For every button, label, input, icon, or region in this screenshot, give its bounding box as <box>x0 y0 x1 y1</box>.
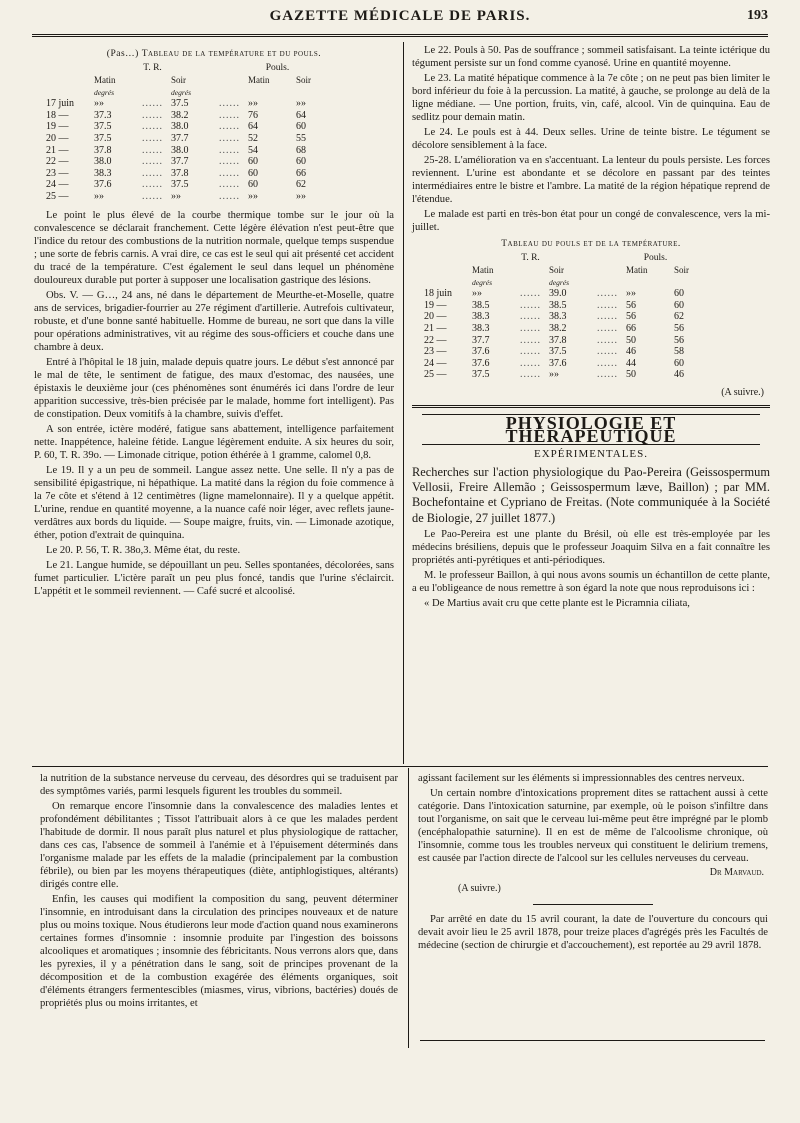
table-cell: 38.2 <box>171 109 189 121</box>
right-column <box>412 44 770 612</box>
table1-group-tr: T. R. <box>143 63 162 74</box>
leader-dots: ...... <box>219 144 240 156</box>
table-cell: 37.6 <box>472 357 490 369</box>
table-row <box>42 110 340 122</box>
lower-section-rule <box>32 766 768 767</box>
table-row <box>42 156 340 168</box>
table-cell: 24 — <box>424 357 447 369</box>
table-row <box>420 323 718 335</box>
paragraph: Le 19. Il y a un peu de sommeil. Langue assez nette. Une selle. Il n'y a pas de sensibilité épigastrique, ni hépathique. La matité dans la région du foie commence à la 7e côte et s'étend à 12 centimètres (ligne mamelonnaire). Il y a quelque appétit. L'urine, rendue en quantité moyenne, a la nuance café noir léger, avec reflets jaune-verdâtres aux bords du liquide. — Soupe maigre, fruits, vin. — Limonade azotique, éther, potion d'extrait de quinquina. <box>34 464 394 541</box>
table-cell: 64 <box>296 109 306 121</box>
table-cell: 56 <box>674 334 684 346</box>
leader-dots: ...... <box>142 109 163 121</box>
leader-dots: ...... <box>142 179 163 191</box>
table-row <box>420 288 718 300</box>
table-cell: 37.3 <box>94 109 112 121</box>
leader-dots: ...... <box>219 156 240 168</box>
table-cell: 23 — <box>46 167 69 179</box>
section-rule <box>412 405 770 408</box>
paragraph: M. le professeur Baillon, à qui nous avons soumis un échantillon de cette plante, a eu l'obligeance de nous remettre à son égard la note que nous reproduisons ici : <box>412 570 770 595</box>
section-subtitle: EXPÉRIMENTALES. <box>533 448 649 461</box>
table-cell: 37.6 <box>549 357 567 369</box>
table-cell: 60 <box>296 156 306 168</box>
table-cell: 17 juin <box>46 98 75 110</box>
leader-dots: ...... <box>597 311 618 323</box>
notice-paragraph: Par arrêté en date du 15 avril courant, la date de l'ouverture du concours qui devait avoir lieu le 25 avril 1878, pour treize places d'agrégés près les Facultés de médecine (section de chirurgie et d'accouchement), est reportée au 29 avril 1878. <box>418 913 768 951</box>
table-row <box>42 179 340 191</box>
leader-dots: ...... <box>520 357 541 369</box>
table-cell: »» <box>171 190 181 202</box>
leader-dots: ...... <box>520 322 541 334</box>
table-cell: 22 — <box>424 334 447 346</box>
table-cell: 37.7 <box>171 132 189 144</box>
leader-dots: ...... <box>520 369 541 381</box>
leader-dots: ...... <box>142 190 163 202</box>
article-title: Recherches sur l'action physiologique du Pao-Pereira (Geissospermum Vellosii, Freire Allemão ; Geissospermum læve, Baillon) ; par MM. Bochefontaine et Cypriano de Freitas. (Note communiquée à la Société de Biologie, 27 juillet 1877.) <box>412 464 770 525</box>
table-cell: 37.8 <box>94 144 112 156</box>
paragraph: 25-28. L'amélioration va en s'accentuant. La lenteur du pouls persiste. Les forces reviennent. L'urine est abondante et se décolore en passant par des teintes intermédiaires entre le bistre et l'ambre. La matité de la région hépatique reprend de l'étendue. <box>412 155 770 205</box>
table-cell: 54 <box>248 144 258 156</box>
table-cell: 37.5 <box>549 346 567 358</box>
leader-dots: ...... <box>142 132 163 144</box>
leader-dots: ...... <box>520 346 541 358</box>
table-cell: »» <box>248 190 258 202</box>
table2-title: Tableau du pouls et de la température. <box>501 239 681 249</box>
table-cell: 52 <box>248 132 258 144</box>
table-cell: 38.3 <box>472 322 490 334</box>
table-cell: 46 <box>626 346 636 358</box>
table-cell: 56 <box>674 322 684 334</box>
leader-dots: ...... <box>142 156 163 168</box>
table-row <box>42 98 340 110</box>
table-cell: 44 <box>626 357 636 369</box>
short-rule <box>533 904 653 905</box>
leader-dots: ...... <box>597 346 618 358</box>
table-cell: 62 <box>674 311 684 323</box>
page-number: 193 <box>747 8 768 23</box>
paragraph: Le Pao-Pereira est une plante du Brésil, où elle est très-employée par les médecins brésiliens, depuis que le professeur Joaquim Silva en a fait connaître les propriétés anti-pyrétiques et anti-périodiques. <box>412 529 770 567</box>
table-cell: 66 <box>296 167 306 179</box>
table-cell: 20 — <box>46 132 69 144</box>
table-cell: 21 — <box>46 144 69 156</box>
leader-dots: ...... <box>520 334 541 346</box>
paragraph: Le point le plus élevé de la courbe thermique tombe sur le jour où la convalescence se déclarait franchement. Cette légère élévation n'est peut-être que l'indice du retour des combustions de la nutrition normale, quelque temps suspendue ; une sorte de febris carnis. A vrai dire, ce cas est le seul qui ait présenté cet accident du tracé de la température. C'est également le seul dans lequel un phénomène douloureux durable put porter à supposer une localisation gastrique des lésions. <box>34 209 394 286</box>
table-cell: 66 <box>626 322 636 334</box>
observation-v: Obs. V. — G…, 24 ans, né dans le département de Meurthe-et-Moselle, quatre ans de services, brigadier-fourrier au 27e régiment d'artillerie. Autrefois cultivateur, robuste, et d'une bonne santé habituelle. Homme de bureau, ne sort que dans la ville pour opérations administratives, vit au régime des sous-officiers et couche dans une chambre à deux. <box>34 289 394 353</box>
table-cell: 19 — <box>46 121 69 133</box>
leader-dots: ...... <box>219 121 240 133</box>
leader-dots: ...... <box>219 98 240 110</box>
author-signature: Dr Marvaud. <box>709 867 764 878</box>
table-cell: 38.5 <box>472 299 490 311</box>
paragraph: Un certain nombre d'intoxications proprement dites se rattachent aussi à cette catégorie. Dans l'intoxication saturnine, par exemple, où le poison s'infiltre dans tout l'organisme, on sait que le cerveau lui-même peut être imprégné par le plomb (encéphalopathie saturnine). Il en est de même de l'alcoolisme chronique, où l'insomnie, comme tous les troubles nerveux qui constituent le delirium tremens, est causée par l'action directe de l'alcool sur les cellules nerveuses du cerveau. <box>418 788 768 864</box>
table-cell: 58 <box>674 346 684 358</box>
table-row <box>420 335 718 347</box>
leader-dots: ...... <box>219 190 240 202</box>
table-cell: »» <box>248 98 258 110</box>
table-cell: »» <box>626 288 636 300</box>
lower-column-divider <box>408 768 409 1048</box>
bottom-right-column <box>418 772 768 954</box>
table2-group-tr: T. R. <box>521 253 540 264</box>
table-cell: 62 <box>296 179 306 191</box>
table-cell: »» <box>296 98 306 110</box>
paragraph: Le 24. Le pouls est à 44. Deux selles. Urine de teinte bistre. Le tégument se décolore sensiblement à la face. <box>412 127 770 151</box>
table-cell: 37.6 <box>472 346 490 358</box>
paragraph: Le 23. La matité hépatique commence à la 7e côte ; on ne peut pas bien limiter le bord inférieur du foie à la percussion. La matité, à gauche, se prolonge au delà de la ligne médiane. — Une portion, fruits, vin, café, alcool. Vin de quinquina. Eau de sedlitz pour demain matin. <box>412 73 770 123</box>
paragraph: A son entrée, ictère modéré, fatigue sans abattement, intelligence parfaitement nette. Inappétence, haleine fétide. Langue légèrement enduite. A six heures du soir, P. 60, T. R. 39o. — Limonade citrique, potion éthérée à 1 gramme, calomel 0,8. <box>34 423 394 461</box>
table-row <box>420 346 718 358</box>
table-cell: 60 <box>248 156 258 168</box>
table-cell: 39.0 <box>549 288 567 300</box>
table-cell: 60 <box>248 167 258 179</box>
table-cell: 55 <box>296 132 306 144</box>
table-cell: 38.0 <box>171 144 189 156</box>
table-row <box>42 145 340 157</box>
leader-dots: ...... <box>520 288 541 300</box>
table-cell: 76 <box>248 109 258 121</box>
table-cell: 68 <box>296 144 306 156</box>
table-cell: 37.5 <box>94 121 112 133</box>
leader-dots: ...... <box>597 299 618 311</box>
leader-dots: ...... <box>597 369 618 381</box>
table-cell: »» <box>296 190 306 202</box>
table-cell: 18 juin <box>424 288 453 300</box>
to-be-continued: (A suivre.) <box>721 386 764 398</box>
bottom-rule <box>420 1040 765 1041</box>
table-row <box>420 311 718 323</box>
column-divider <box>403 42 404 764</box>
table-cell: 37.5 <box>171 179 189 191</box>
pulse-temperature-table: T. R. Pouls. Matin Soir Matin Soir degrés degrés 18 juin »» ...... 39.0 ...... »» 60 19 — 38.5 ...... 38.5 ...... 56 60 20 — 38.3 ...... 38.3 ...... 56 62 21 — 38.3 ...... 38.2 ...... 66 56 22 — 37.7 ...... 37.8 ...... 50 56 23 — 37.6 ...... 37.5 ...... 46 58 24 — 37.6 ...... 37.6 ...... 44 60 25 — 37.5 ...... »» ...... 50 46 <box>420 253 718 381</box>
header-rule <box>32 34 768 37</box>
table-cell: 38.5 <box>549 299 567 311</box>
leader-dots: ...... <box>597 357 618 369</box>
table-cell: 24 — <box>46 179 69 191</box>
bottom-left-column <box>40 772 398 1012</box>
leader-dots: ...... <box>142 167 163 179</box>
table-cell: 38.3 <box>94 167 112 179</box>
table-cell: 38.2 <box>549 322 567 334</box>
paragraph: Le malade est parti en très-bon état pour un congé de convalescence, vers la mi-juillet. <box>412 209 770 233</box>
table-cell: 37.7 <box>171 156 189 168</box>
table-cell: 37.5 <box>472 369 490 381</box>
table-cell: 60 <box>674 299 684 311</box>
leader-dots: ...... <box>520 299 541 311</box>
leader-dots: ...... <box>142 121 163 133</box>
paragraph: Enfin, les causes qui modifient la composition du sang, peuvent déterminer l'insomnie, en introduisant dans la circulation des principes nouveaux et de nature plus ou moins toxique. Nous étudierons leur mode d'action quand nous examinerons certaines formes d'insomnie : insomnie produite par l'ingestion des boissons alcooliques et aromatiques ; insomnie des fébricitants. Nous verrons alors que, dans les pyrexies, il y a pénétration dans le sang, soit de principes provenant de la décomposition et de la combustion exagérée des éléments organiques, soit d'éléments étrangers fermentescibles (miasmes, virus, vibrions, bactéries) doués de propriétés plus ou moins irritantes, et <box>40 894 398 1009</box>
table-cell: 38.3 <box>549 311 567 323</box>
table-cell: 60 <box>674 357 684 369</box>
table-cell: 38.3 <box>472 311 490 323</box>
table-cell: 37.8 <box>549 334 567 346</box>
journal-title: GAZETTE MÉDICALE DE PARIS. <box>269 8 531 24</box>
table-cell: 19 — <box>424 299 447 311</box>
paragraph: Le 20. P. 56, T. R. 38o,3. Même état, du reste. <box>46 544 241 556</box>
paragraph: « De Martius avait cru que cette plante est le Picramnia ciliata, <box>424 598 690 610</box>
table-cell: 21 — <box>424 322 447 334</box>
table-cell: 18 — <box>46 109 69 121</box>
temperature-pulse-table: T. R. Pouls. Matin Soir Matin Soir degrés degrés 17 juin »» ...... 37.5 ...... »» »» 18 — 37.3 ...... 38.2 ...... 76 64 19 — 37.5 ...... 38.0 ...... 64 60 20 — 37.5 ...... 37.7 ...... 52 55 21 — 37.8 ...... 38.0 ...... 54 68 22 — 38.0 ...... 37.7 ...... 60 60 23 — 38.3 ...... 37.8 ...... 60 66 24 — 37.6 ...... 37.5 ...... 60 62 25 — »» ...... »» ...... »» »» <box>42 63 340 202</box>
table-cell: »» <box>549 369 559 381</box>
paragraph: On remarque encore l'insomnie dans la convalescence des maladies lentes et profondément débilitantes ; Tissot l'attribuait alors à ce que les malades perdent l'habitude de dormir. Il nous paraît plus naturel et plus physiologique de rattacher, dans ces cas, l'absence de sommeil à l'anémie et à l'épuisement déterminés dans l'organisme malade par les effets de la maladie (principalement par la combustion fébrile), ou bien par les moyens thérapeutiques (diète, antiphlogistiques, altérants) dirigés contre elle. <box>40 801 398 890</box>
to-be-continued-2: (A suivre.) <box>458 883 501 895</box>
leader-dots: ...... <box>520 311 541 323</box>
table-row <box>420 358 718 370</box>
paragraph: agissant facilement sur les éléments si impressionnables des centres nerveux. <box>418 773 745 784</box>
table-cell: 37.5 <box>94 132 112 144</box>
paragraph: Le 21. Langue humide, se dépouillant un peu. Selles spontanées, décolorées, sans fumet particulier. L'ictère paraît un peu plus foncé, tandis que l'urine s'éclaircit. L'appétit et le sommeil reviennent. — Café sucré et alcoolisé. <box>34 559 394 597</box>
table2-group-pouls: Pouls. <box>643 253 668 264</box>
table-cell: 38.0 <box>94 156 112 168</box>
leader-dots: ...... <box>597 322 618 334</box>
leader-dots: ...... <box>142 98 163 110</box>
leader-dots: ...... <box>219 109 240 121</box>
left-column <box>34 44 394 600</box>
table-row <box>42 168 340 180</box>
table-row <box>42 133 340 145</box>
table1-group-pouls: Pouls. <box>265 63 290 74</box>
paragraph: Entré à l'hôpital le 18 juin, malade depuis quatre jours. Le début s'est annoncé par le mal de tête, le sentiment de fatigue, des maux d'estomac, des nausées, une épistaxis le deuxième jour (ces phénomènes sont énumérés ici dans l'ordre de leur apparition successive, très-bien précisée par le malade, homme fort intelligent). Pas de constipation. Deux vomitifs à la chambre, suivis d'effet. <box>34 356 394 420</box>
table-cell: »» <box>94 190 104 202</box>
table-cell: 60 <box>296 121 306 133</box>
table-cell: 50 <box>626 369 636 381</box>
paragraph: Le 22. Pouls à 50. Pas de souffrance ; sommeil satisfaisant. La teinte ictérique du tégument persiste sur un fond comme cyanosé. Urine en quantité moyenne. <box>412 45 770 69</box>
leader-dots: ...... <box>597 288 618 300</box>
page-header <box>32 8 768 30</box>
section-title: PHYSIOLOGIE ET THÉRAPEUTIQUE <box>422 414 760 445</box>
table-cell: 37.7 <box>472 334 490 346</box>
leader-dots: ...... <box>597 334 618 346</box>
table-row <box>42 121 340 133</box>
table-cell: 25 — <box>46 190 69 202</box>
table-cell: 20 — <box>424 311 447 323</box>
table-row <box>420 300 718 312</box>
leader-dots: ...... <box>219 132 240 144</box>
table-cell: 37.8 <box>171 167 189 179</box>
leader-dots: ...... <box>219 167 240 179</box>
table-cell: »» <box>472 288 482 300</box>
paragraph: la nutrition de la substance nerveuse du cerveau, des désordres qui se traduisent par des symptômes variés, parmi lesquels figurent les troubles du sommeil. <box>40 773 398 797</box>
table-cell: 37.6 <box>94 179 112 191</box>
table-cell: 50 <box>626 334 636 346</box>
table-cell: 60 <box>248 179 258 191</box>
table1-title: (Pas…) Tableau de la température et du pouls. <box>106 49 322 59</box>
table-cell: 56 <box>626 311 636 323</box>
table-cell: »» <box>94 98 104 110</box>
table-cell: 46 <box>674 369 684 381</box>
table-cell: 23 — <box>424 346 447 358</box>
table-cell: 25 — <box>424 369 447 381</box>
table-cell: 38.0 <box>171 121 189 133</box>
table-cell: 22 — <box>46 156 69 168</box>
table-cell: 37.5 <box>171 98 189 110</box>
table-row <box>420 369 718 381</box>
table-cell: 60 <box>674 288 684 300</box>
table-row <box>42 191 340 203</box>
leader-dots: ...... <box>219 179 240 191</box>
table-cell: 64 <box>248 121 258 133</box>
leader-dots: ...... <box>142 144 163 156</box>
table-cell: 56 <box>626 299 636 311</box>
